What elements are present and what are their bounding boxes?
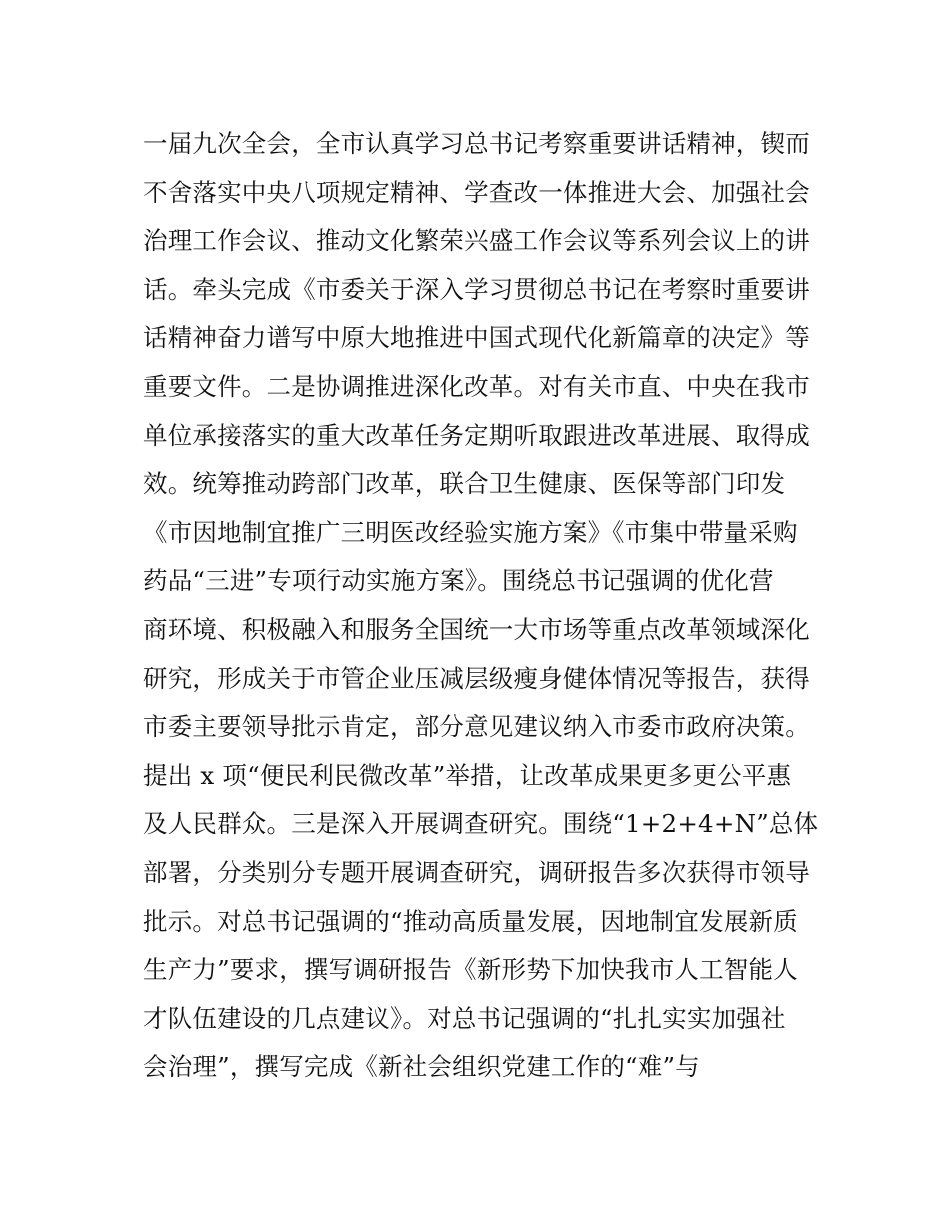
text-line-15: 及人民群众。三是深入开展调查研究。围绕“1+2+4+N”总体 — [143, 809, 819, 839]
text-line-10: 药品“三进”专项行动实施方案》。围绕总书记强调的优化营 — [143, 566, 774, 596]
text-line-17: 批示。对总书记强调的“推动高质量发展，因地制宜发展新质 — [143, 906, 798, 936]
body-text — [143, 120, 823, 1092]
text-line-8: 效。统筹推动跨部门改革，联合卫生健康、医保等部门印发 — [143, 469, 786, 499]
text-line-18: 生产力”要求，撰写调研报告《新形势下加快我市人工智能人 — [143, 955, 798, 985]
text-line-7: 单位承接落实的重大改革任务定期听取跟进改革进展、取得成 — [143, 420, 810, 450]
text-line-5: 话精神奋力谱写中原大地推进中国式现代化新篇章的决定》等 — [143, 323, 810, 353]
text-line-12: 研究，形成关于市管企业压减层级瘦身健体情况等报告，获得 — [143, 663, 810, 693]
text-line-19: 才队伍建设的几点建议》。对总书记强调的“扎扎实实加强社 — [143, 1003, 786, 1033]
text-line-9: 《市因地制宜推广三明医改经验实施方案》《市集中带量采购 — [143, 517, 798, 547]
text-line-13: 市委主要领导批示肯定，部分意见建议纳入市委市政府决策。 — [143, 712, 810, 742]
text-line-6: 重要文件。二是协调推进深化改革。对有关市直、中央在我市 — [143, 371, 810, 401]
text-line-20: 会治理”，撰写完成《新社会组织党建工作的“难”与 — [143, 1052, 700, 1082]
text-line-2: 不舍落实中央八项规定精神、学查改一体推进大会、加强社会 — [143, 177, 810, 207]
text-line-4: 话。牵头完成《市委关于深入学习贯彻总书记在考察时重要讲 — [143, 274, 810, 304]
text-line-11: 商环境、积极融入和服务全国统一大市场等重点改革领域深化 — [143, 614, 810, 644]
text-line-14: 提出 x 项“便民利民微改革”举措，让改革成果更多更公平惠 — [143, 760, 792, 790]
text-line-3: 治理工作会议、推动文化繁荣兴盛工作会议等系列会议上的讲 — [143, 226, 810, 256]
text-line-16: 部署，分类别分专题开展调查研究，调研报告多次获得市领导 — [143, 857, 810, 887]
text-line-1: 一届九次全会，全市认真学习总书记考察重要讲话精神，锲而 — [143, 129, 810, 158]
